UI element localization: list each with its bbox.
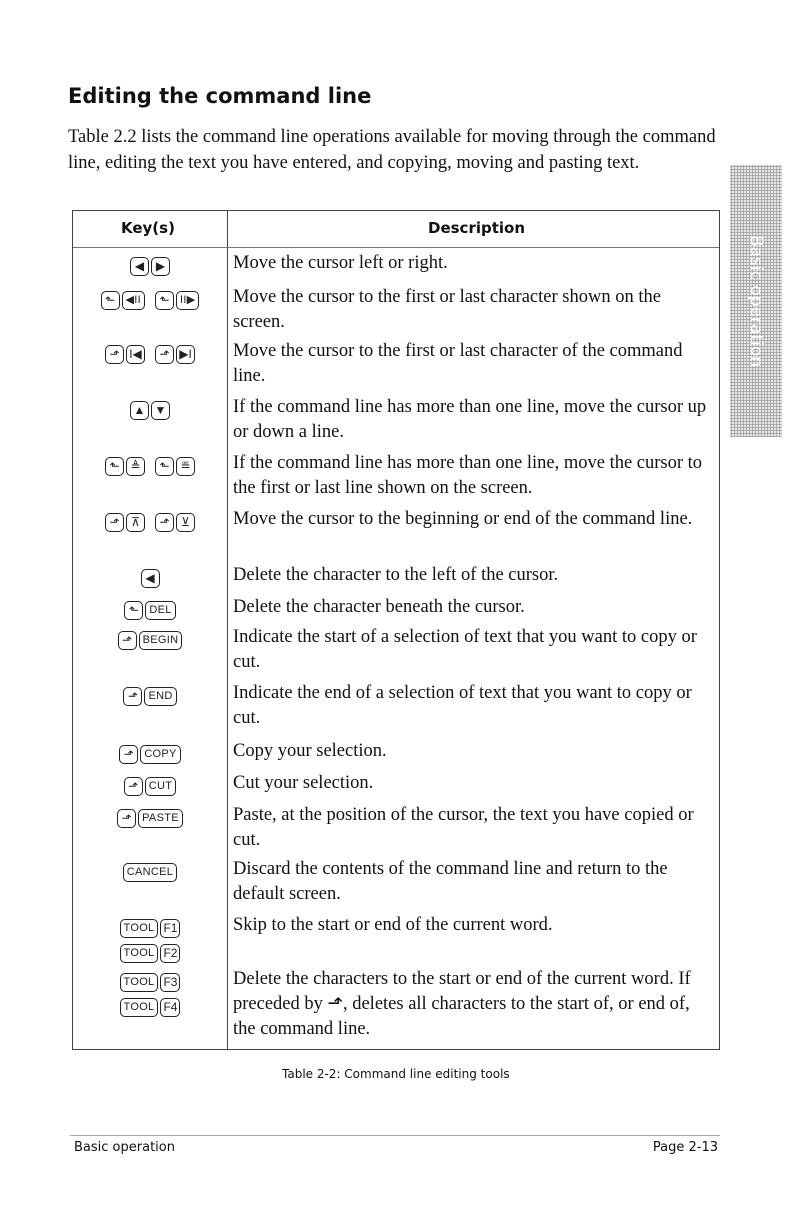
keycap-icon: II▶ — [176, 291, 199, 310]
key-combo — [73, 684, 227, 709]
key-combo — [73, 860, 227, 885]
header-divider — [73, 247, 719, 248]
keycap-icon: CUT — [145, 777, 177, 796]
keycap-icon: ⬑ — [124, 601, 143, 620]
page-heading: Editing the command line — [68, 84, 372, 108]
row-description: If the command line has more than one line, move the cursor to the first or last line shown on the screen. — [233, 453, 703, 498]
keycap-icon: ⊻ — [176, 513, 195, 532]
footer-divider — [70, 1135, 720, 1136]
intro-paragraph: Table 2.2 lists the command line operations available for moving through the command line, editing the text you have entered, and copying, moving and pasting text. — [68, 127, 716, 173]
keycap-icon: ▶ — [151, 257, 170, 276]
keycap-icon: ▼ — [151, 401, 170, 420]
keycap-icon: BEGIN — [139, 631, 183, 650]
keycap-icon: I◀ — [126, 345, 145, 364]
keycap-icon: END — [144, 687, 176, 706]
row-description: Skip to the start or end of the current word. — [233, 915, 553, 935]
keycap-icon: ⬏ — [155, 513, 174, 532]
keycap-icon: ◀ — [130, 257, 149, 276]
keycap-icon: COPY — [140, 745, 180, 764]
keycap-icon: ⊼ — [126, 513, 145, 532]
row-description: Move the cursor left or right. — [233, 253, 448, 273]
key-combo — [73, 454, 227, 479]
key-combo — [73, 254, 227, 279]
key-combo — [73, 342, 227, 367]
keycap-icon: CANCEL — [123, 863, 177, 882]
keycap-icon: ▲ — [130, 401, 149, 420]
footer-section: Basic operation — [74, 1140, 175, 1155]
key-combo — [73, 288, 227, 313]
key-combo — [73, 566, 227, 591]
row-description: Indicate the start of a selection of text that you want to copy or cut. — [233, 627, 697, 672]
keycap-icon: PASTE — [138, 809, 183, 828]
command-line-table — [72, 210, 720, 1050]
row-description: Delete the characters to the start or end of the current word. If preceded by ⬏, deletes all characters to the start of, or end of, the command line. — [233, 969, 691, 1039]
key-combo — [73, 970, 227, 1020]
row-description: Indicate the end of a selection of text that you want to copy or cut. — [233, 683, 692, 728]
keycap-icon: ⬏ — [123, 687, 142, 706]
keycap-icon: ◀II — [122, 291, 145, 310]
keycap-icon: F4 — [160, 998, 180, 1017]
section-side-tab — [730, 165, 782, 437]
keycap-icon: TOOL — [120, 944, 159, 963]
keycap-icon: DEL — [145, 601, 175, 620]
keycap-icon: ◀ — [141, 569, 160, 588]
column-divider — [227, 211, 228, 1049]
description-column-header: Description — [428, 219, 526, 237]
row-description: Move the cursor to the beginning or end of the command line. — [233, 509, 693, 529]
keycap-icon: F2 — [160, 944, 180, 963]
keycap-icon: ⬑ — [101, 291, 120, 310]
keycap-icon: ≜ — [126, 457, 145, 476]
keycap-icon: ⬑ — [155, 291, 174, 310]
keycap-icon: TOOL — [120, 919, 159, 938]
row-description: Paste, at the position of the cursor, the text you have copied or cut. — [233, 805, 694, 850]
keycap-icon: ⬑ — [105, 457, 124, 476]
row-description: Move the cursor to the first or last character shown on the screen. — [233, 287, 661, 332]
row-description: Delete the character to the left of the cursor. — [233, 565, 559, 585]
row-description: Discard the contents of the command line and return to the default screen. — [233, 859, 668, 904]
keycap-icon: ⬏ — [124, 777, 143, 796]
row-description: Cut your selection. — [233, 773, 374, 793]
keycap-icon: F3 — [160, 973, 180, 992]
row-description: Move the cursor to the first or last character of the command line. — [233, 341, 683, 386]
page-number: Page 2-13 — [652, 1140, 718, 1155]
row-description: If the command line has more than one line, move the cursor up or down a line. — [233, 397, 707, 442]
keycap-icon: TOOL — [120, 973, 159, 992]
keycap-icon: ⬑ — [155, 457, 174, 476]
key-combo — [73, 510, 227, 535]
key-combo — [73, 598, 227, 623]
row-description: Copy your selection. — [233, 741, 387, 761]
key-combo — [73, 398, 227, 423]
key-combo — [73, 628, 227, 653]
key-combo — [73, 916, 227, 966]
keycap-icon: TOOL — [120, 998, 159, 1017]
row-description: Delete the character beneath the cursor. — [233, 597, 525, 617]
table-caption: Table 2-2: Command line editing tools — [282, 1067, 510, 1081]
keycap-icon: ⬏ — [155, 345, 174, 364]
keycap-icon: F1 — [160, 919, 180, 938]
keycap-icon: ⬏ — [105, 345, 124, 364]
keycap-icon: ⬏ — [119, 745, 138, 764]
keycap-icon: ⬏ — [118, 631, 137, 650]
keycap-icon: ▶I — [176, 345, 195, 364]
key-combo — [73, 774, 227, 799]
side-tab-label: Basic operation — [746, 234, 766, 368]
keycap-icon: ⬏ — [117, 809, 136, 828]
keycap-icon: ≝ — [176, 457, 195, 476]
keys-column-header: Key(s) — [121, 219, 175, 237]
key-combo — [73, 806, 227, 831]
keycap-icon: ⬏ — [105, 513, 124, 532]
key-combo — [73, 742, 227, 767]
